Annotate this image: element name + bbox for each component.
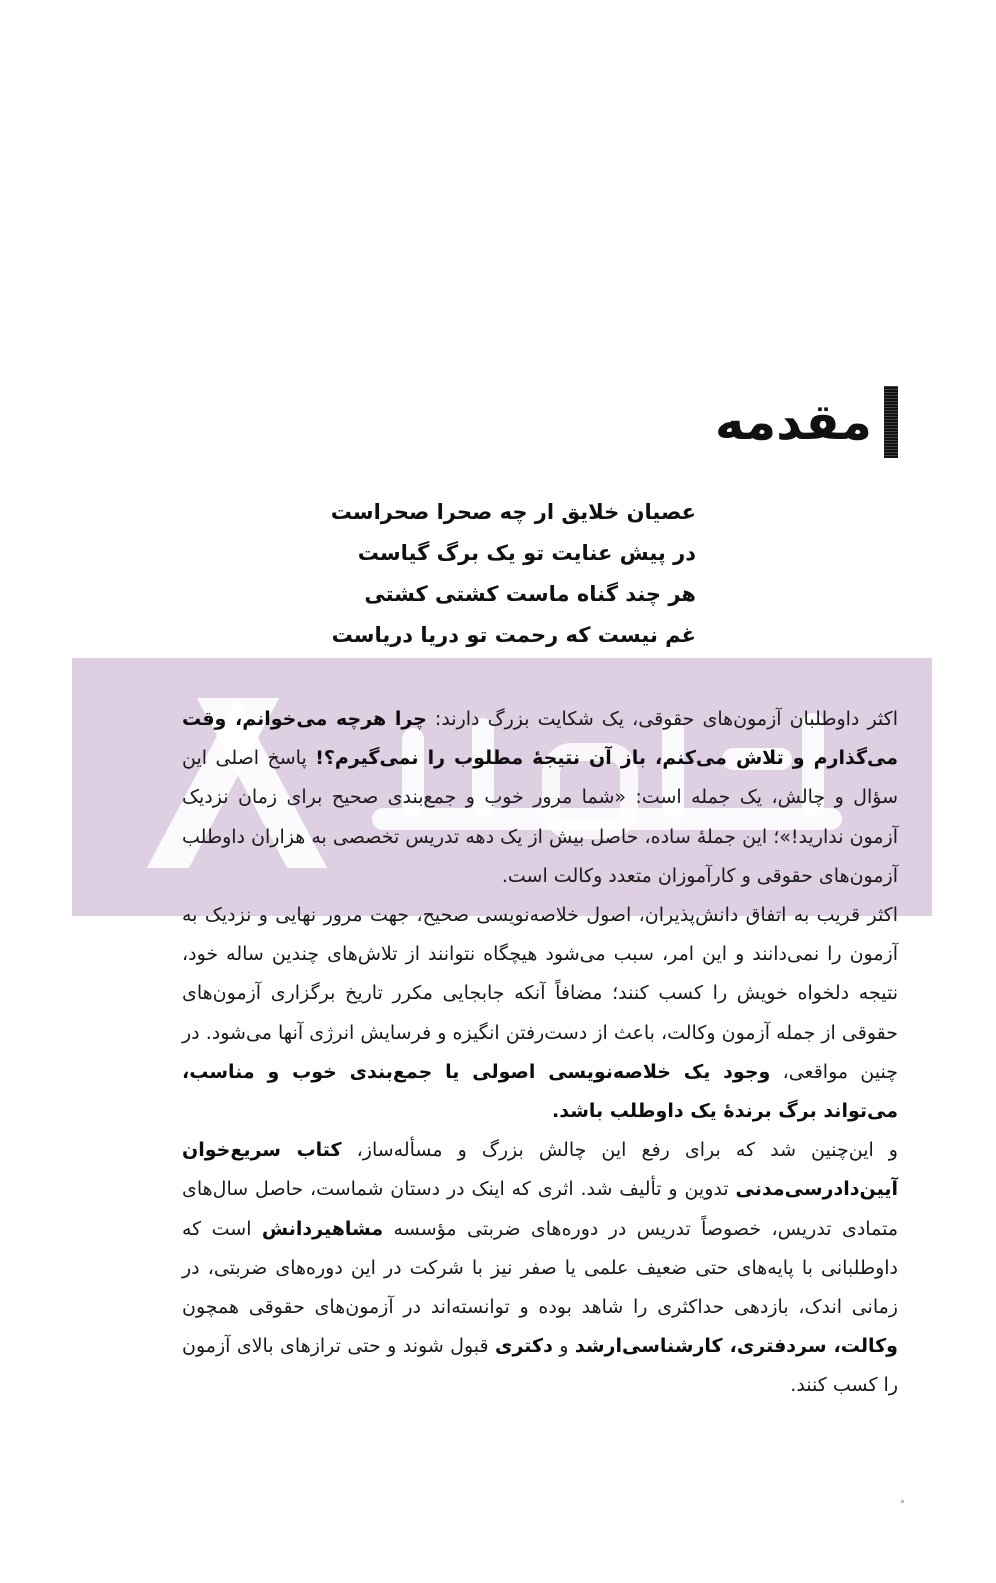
text-run: اکثر داوطلبان آزمون‌های حقوقی، یک شکایت بزرگ دارند: <box>426 708 898 730</box>
body-text <box>182 700 898 1406</box>
chapter-heading <box>715 385 898 459</box>
bold-run: وجود یک خلاصه‌نویسی اصولی یا جمع‌بندی خوب و مناسب، می‌تواند برگ برندهٔ یک داوطلب باشد. <box>182 1060 898 1123</box>
text-run: تدوین و تألیف شد. اثری که اینک در دستان شماست، حاصل سال‌های متمادی تدریس، خصوصاً تدریس در دوره‌های ضربتی مؤسسه <box>182 1178 898 1240</box>
text-run: قبول شوند و حتی ترازهای بالای آزمون را کسب کنند. <box>182 1335 898 1397</box>
text-run: است که داوطلبانی با پایه‌های حتی ضعیف علمی یا صفر نیز با شرکت در این دوره‌های ضربتی، در زمانی اندک، بازدهی حداکثری را شاهد بوده و توانسته‌اند در آزمون‌های حقوقی همچون <box>182 1217 898 1319</box>
chapter-title: مقدمه <box>714 393 872 451</box>
paragraph-2 <box>182 896 898 1131</box>
poem-verse: در پیش عنایت تو یک برگ گیاست <box>357 541 696 565</box>
text-run: و <box>552 1335 575 1358</box>
bold-run: کتاب سریع‌خوان آیین‌دادرسی‌مدنی <box>182 1139 898 1201</box>
bold-run: دکتری <box>495 1335 553 1358</box>
text-run: و این‌چنین شد که برای رفع این چالش بزرگ و مسأله‌ساز، <box>341 1139 898 1162</box>
text-run: پاسخ اصلی این سؤال و چالش، یک جمله است: «شما مرور خوب و جمع‌بندی صحیح برای زمان نزدیک آزمون ندارید!»؛ این جملهٔ ساده، حاصل بیش از یک دهه تدریس تخصصی به هزاران داوطلب آزمون‌های حقوقی و کارآموزان متعدد وکالت است. <box>182 747 898 887</box>
poem-verse: عصیان خلایق ار چه صحرا صحراست <box>330 500 696 524</box>
poem-verse: هر چند گناه ماست کشتی کشتی <box>364 582 696 606</box>
page-corner-mark <box>901 1500 904 1503</box>
poem-quatrain <box>330 492 696 656</box>
heading-bar-decoration <box>884 386 898 458</box>
paragraph-1 <box>182 700 898 896</box>
bold-run: وکالت، سردفتری، کارشناسی‌ارشد <box>574 1335 898 1358</box>
bold-run: مشاهیردانش <box>261 1217 384 1240</box>
poem-verse: غم نیست که رحمت تو دریا دریاست <box>331 623 696 647</box>
paragraph-3 <box>182 1131 898 1405</box>
bold-run: چرا هرچه می‌خوانم، وقت می‌گذارم و تلاش می‌کنم، باز آن نتیجهٔ مطلوب را نمی‌گیرم؟! <box>182 708 898 770</box>
text-run: اکثر قریب به اتفاق دانش‌پذیران، اصول خلاصه‌نویسی صحیح، جهت مرور نهایی و نزدیک به آزمون را نمی‌دانند و این امر، سبب می‌شود هیچگاه نتوانند از تلاش‌های چندین ساله خود، نتیجه دلخواه خویش را کسب کنند؛ مضافاً آنکه جابجایی مکرر تاریخ برگزاری آزمون‌های حقوقی از جمله آزمون وکالت، باعث از دست‌رفتن انگیزه و فرسایش انرژی آنها می‌شود. در چنین مواقعی، <box>182 904 898 1083</box>
